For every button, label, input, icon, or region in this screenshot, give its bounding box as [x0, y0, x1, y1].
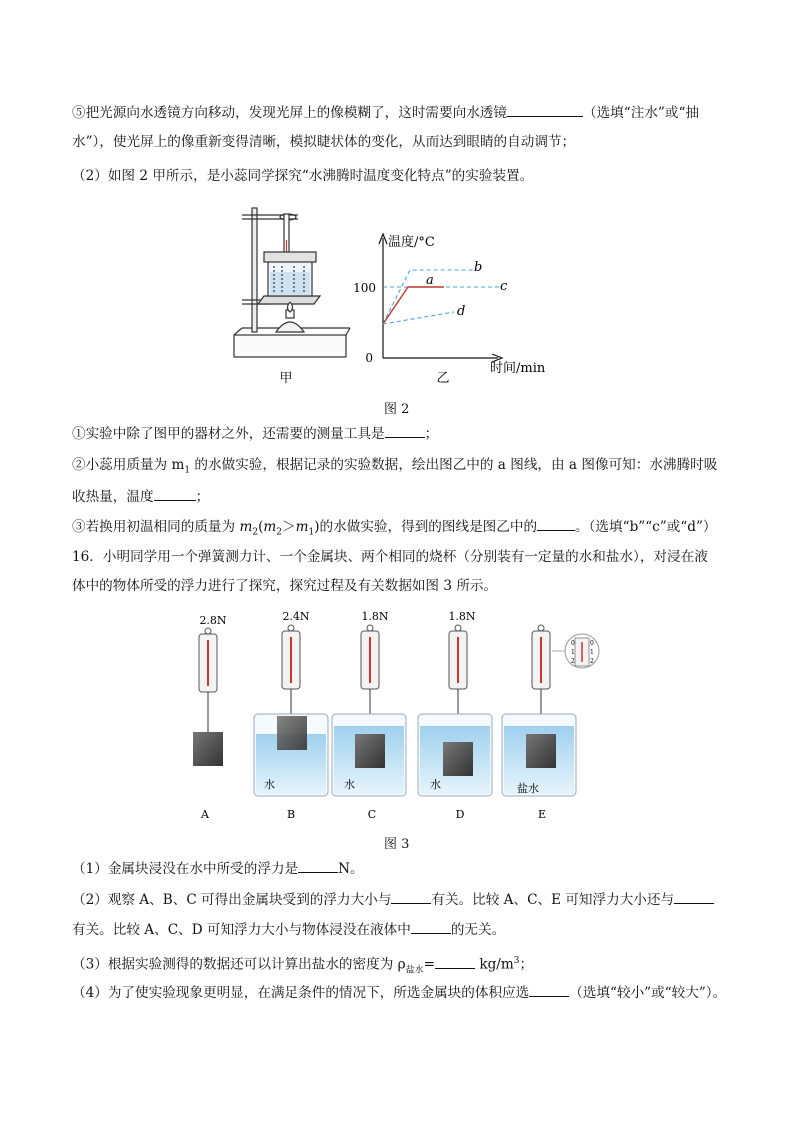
answer-blank[interactable] [674, 889, 714, 904]
text: （2）观察 A、B、C 可得出金属块受到的浮力大小与 [72, 892, 392, 908]
text: 16．小明同学用一个弹簧测力计、一个金属块、两个相同的烧杯（分别装有一定量的水和盐水），对浸在液 [72, 549, 708, 565]
label-yi: 乙 [436, 371, 450, 386]
q15-2-2-line1 [72, 455, 717, 481]
origin-label: 0 [365, 351, 373, 365]
setup-e [502, 625, 599, 821]
text: N。 [338, 861, 364, 877]
y-axis-label: 温度/°C [388, 235, 435, 250]
figure-3 [180, 606, 620, 826]
scale-mark-1: 1 [571, 649, 575, 656]
series-d-label: d [457, 304, 466, 319]
text: 的水做实验，根据记录的实验数据，绘出图乙中的 a 图线，由 a 图像可知：水沸腾时吸 [190, 457, 718, 473]
liquid-d: 水 [430, 778, 441, 791]
q15-2-2-line2 [72, 486, 209, 507]
series-a-label: a [426, 273, 434, 288]
answer-blank[interactable] [529, 982, 569, 997]
text: ( [258, 519, 264, 535]
text: ； [195, 489, 210, 505]
setup-b [254, 610, 328, 821]
text: （3）根据实验测得的数据还可以计算出盐水的密度为 ρ [72, 956, 406, 973]
scale-mark-0r: 0 [590, 640, 594, 647]
y-tick-100: 100 [353, 281, 376, 295]
text: 有关。比较 A、C、D 可知浮力大小与物体浸没在液体中 [72, 922, 411, 938]
series-c-label: c [500, 279, 508, 294]
q15-2-3 [72, 516, 717, 543]
scale-mark-0: 0 [571, 640, 575, 647]
reading-a: 2.8N [199, 614, 227, 627]
text: ； [519, 956, 534, 973]
text: ＞ [282, 519, 296, 535]
scale-mark-1r: 1 [590, 649, 594, 656]
text: ③若换用初温相同的质量为 [72, 519, 240, 535]
answer-blank[interactable] [385, 423, 425, 438]
text: （1）金属块浸没在水中所受的浮力是 [72, 861, 299, 877]
q16-1 [72, 858, 364, 879]
answer-blank[interactable] [391, 889, 431, 904]
letter-c: C [367, 808, 377, 821]
liquid-b: 水 [264, 778, 275, 791]
q16-3 [72, 951, 533, 980]
text: 。（选填“b”“c”或“d”） [575, 519, 717, 535]
liquid-e: 盐水 [517, 782, 539, 795]
scale-mark-2r: 2 [590, 658, 594, 665]
setup-a [193, 614, 227, 821]
text: 有关。比较 A、C、E 可知浮力大小还与 [431, 892, 675, 908]
text: ②小蕊用质量为 m [72, 457, 185, 473]
answer-blank[interactable] [435, 954, 475, 969]
letter-d: D [455, 808, 465, 821]
q15-2-intro [72, 166, 533, 186]
letter-b: B [286, 808, 296, 821]
text: （4）为了使实验现象更明显，在满足条件的情况下，所选金属块的体积应选 [72, 985, 530, 1001]
series-b-label: b [474, 260, 483, 275]
letter-a: A [201, 808, 209, 821]
text: 水”），使光屏上的像重新变得清晰，模拟睫状体的变化，从而达到眼睛的自动调节； [72, 134, 576, 150]
letter-e: E [537, 808, 547, 821]
answer-blank[interactable] [298, 858, 338, 873]
subscript: 2 [252, 527, 259, 538]
reading-d: 1.8N [448, 610, 476, 623]
answer-blank[interactable] [411, 919, 451, 934]
q16-2-line2 [72, 919, 505, 940]
answer-blank[interactable] [154, 486, 196, 501]
figure-2 [228, 200, 568, 390]
text: ⑤把光源向水透镜方向移动，发现光屏上的像模糊了，这时需要向水透镜 [72, 105, 507, 121]
text: 的无关。 [450, 922, 506, 938]
text: m [263, 519, 277, 535]
liquid-c: 水 [344, 778, 355, 791]
temperature-chart [353, 234, 546, 386]
reading-b: 2.4N [282, 610, 310, 623]
reading-c: 1.8N [361, 610, 389, 623]
q15-5-line1 [72, 102, 699, 123]
q15-5-line2 [72, 132, 575, 152]
text: ①实验中除了图甲的器材之外，还需要的测量工具是 [72, 426, 385, 442]
setup-c [332, 610, 406, 821]
text: ； [424, 426, 439, 442]
text: )的水做实验，得到的图线是图乙中的 [314, 519, 538, 535]
text: 体中的物体所受的浮力进行了探究，探究过程及有关数据如图 3 所示。 [72, 578, 498, 594]
subscript: 盐水 [405, 965, 424, 976]
q16-line1 [72, 547, 708, 567]
answer-blank[interactable] [507, 102, 583, 117]
text: m [239, 519, 253, 535]
setup-d [418, 610, 492, 821]
subscript: 2 [276, 527, 283, 538]
subscript: 1 [308, 527, 315, 538]
scale-mark-2: 2 [571, 658, 575, 665]
text: = [423, 956, 436, 973]
answer-blank[interactable] [537, 516, 575, 531]
text: （选填“注水”或“抽 [583, 105, 700, 121]
subscript: 1 [184, 465, 191, 476]
text: 收热量，温度 [72, 489, 154, 505]
q16-2-line1 [72, 889, 714, 910]
figure-2-caption: 图 2 [384, 402, 410, 417]
q15-2-1 [72, 423, 438, 444]
q16-4 [72, 982, 726, 1003]
text: kg/m [475, 956, 514, 973]
series-d-line [383, 312, 454, 324]
boiling-apparatus [234, 208, 350, 357]
text: （2）如图 2 甲所示，是小蕊同学探究“水沸腾时温度变化特点”的实验装置。 [72, 168, 534, 184]
q16-line2 [72, 576, 497, 596]
figure-3-caption: 图 3 [384, 837, 410, 852]
text: （选填“较小”或“较大”）。 [569, 985, 727, 1001]
label-jia: 甲 [279, 371, 293, 386]
x-axis-label: 时间/min [490, 361, 546, 376]
superscript: 3 [513, 956, 520, 966]
text: m [295, 519, 309, 535]
